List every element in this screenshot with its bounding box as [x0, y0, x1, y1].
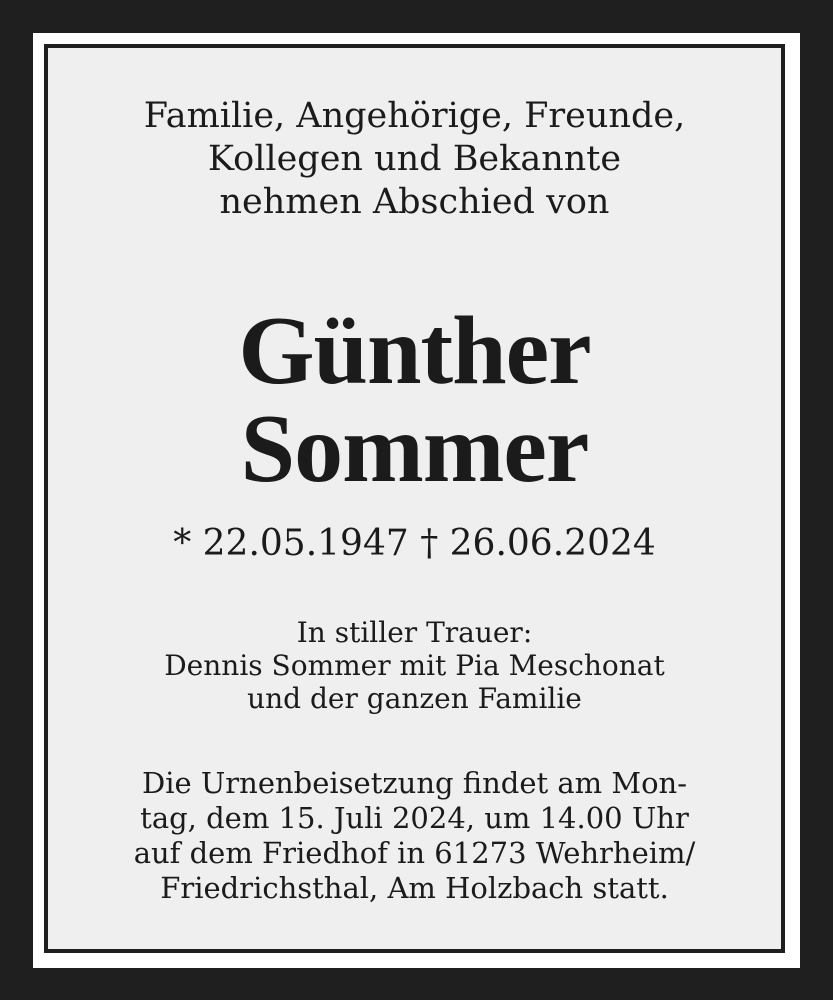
- service-line: tag, dem 15. Juli 2024, um 14.00 Uhr: [140, 801, 689, 835]
- first-name: Günther: [238, 297, 591, 405]
- last-name: Sommer: [240, 395, 589, 503]
- intro-line: Familie, Angehörige, Freunde,: [143, 96, 686, 136]
- service-line: Friedrichsthal, Am Holzbach statt.: [160, 871, 669, 905]
- mourners-line: In stiller Trauer:: [296, 616, 533, 649]
- mourners-line: Dennis Sommer mit Pia Meschonat: [164, 649, 665, 682]
- obituary-notice: [44, 44, 785, 953]
- life-dates: * 22.05.1947 † 26.06.2024: [173, 523, 656, 564]
- intro-line: nehmen Abschied von: [219, 182, 610, 222]
- service-info: [44, 766, 785, 906]
- intro-text: [44, 95, 785, 224]
- service-line: auf dem Friedhof in 61273 Wehrheim/: [133, 836, 696, 870]
- intro-line: Kollegen und Bekannte: [207, 139, 622, 179]
- mourners-block: [44, 616, 785, 715]
- mourners-line: und der ganzen Familie: [247, 682, 582, 715]
- deceased-name: [44, 297, 785, 503]
- service-line: Die Urnenbeisetzung findet am Mon-: [141, 766, 688, 800]
